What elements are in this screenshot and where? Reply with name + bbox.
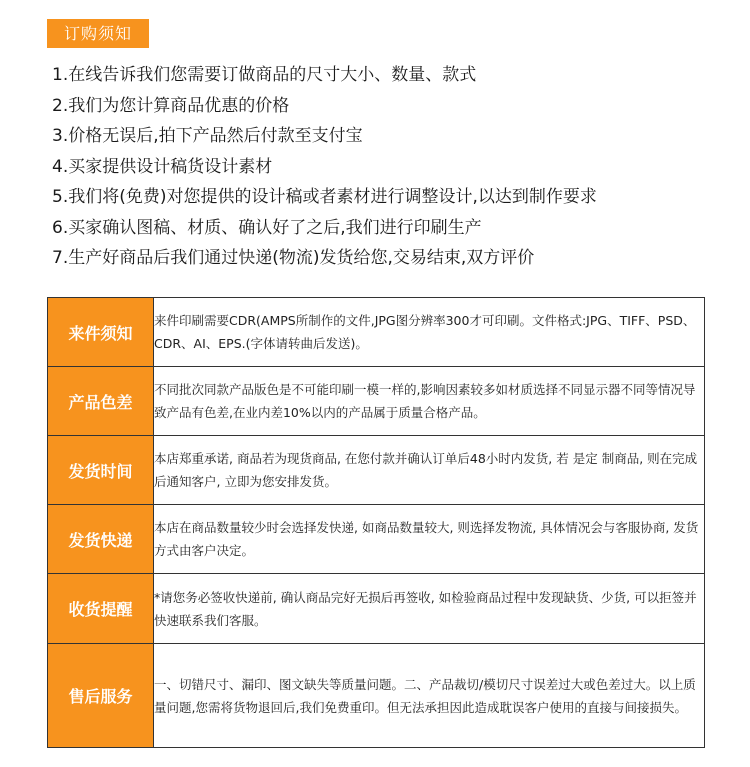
table-row <box>48 574 705 644</box>
step-item: 6.买家确认图稿、材质、确认好了之后,我们进行印刷生产 <box>52 217 482 238</box>
row-content: 不同批次同款产品版色是不可能印刷一模一样的,影响因素较多如材质选择不同显示器不同等情况导致产品有色差,在业内差10%以内的产品属于质量合格产品。 <box>154 367 705 436</box>
row-label-after-sales: 售后服务 <box>48 644 154 748</box>
row-content: 本店郑重承诺, 商品若为现货商品, 在您付款并确认订单后48小时内发货, 若 是定 制商品, 则在完成后通知客户, 立即为您安排发货。 <box>154 436 705 505</box>
table-row <box>48 644 705 748</box>
row-content: 一、切错尺寸、漏印、图文缺失等质量问题。二、产品裁切/模切尺寸误差过大或色差过大。以上质量问题,您需将货物退回后,我们免费重印。但无法承担因此造成耽误客户使用的直接与间接损失。 <box>154 644 705 748</box>
table-row <box>48 505 705 574</box>
step-item: 3.价格无误后,拍下产品然后付款至支付宝 <box>52 126 363 146</box>
step-item: 5.我们将(免费)对您提供的设计稿或者素材进行调整设计,以达到制作要求 <box>52 187 597 207</box>
order-notice-tag: 订购须知 <box>47 19 149 48</box>
row-content: *请您务必签收快递前, 确认商品完好无损后再签收, 如检验商品过程中发现缺货、少货, 可以拒签并快速联系我们客服。 <box>154 574 705 644</box>
step-item: 2.我们为您计算商品优惠的价格 <box>52 95 290 116</box>
row-content: 本店在商品数量较少时会选择发快递, 如商品数量较大, 则选择发物流, 具体情况会与客服协商, 发货方式由客户决定。 <box>154 505 705 574</box>
row-label-color-difference: 产品色差 <box>48 367 154 436</box>
step-item: 7.生产好商品后我们通过快递(物流)发货给您,交易结束,双方评价 <box>52 248 535 268</box>
row-content: 来件印刷需要CDR(AMPS所制作的文件,JPG图分辨率300才可印刷。文件格式:JPG、TIFF、PSD、CDR、AI、EPS.(字体请转曲后发送)。 <box>154 298 705 367</box>
row-label-incoming-files: 来件须知 <box>48 298 154 367</box>
table-row <box>48 436 705 505</box>
notice-table <box>47 297 705 748</box>
row-label-shipping-courier: 发货快递 <box>48 505 154 574</box>
table-row <box>48 367 705 436</box>
row-label-shipping-time: 发货时间 <box>48 436 154 505</box>
table-row <box>48 298 705 367</box>
row-label-receipt-reminder: 收货提醒 <box>48 574 154 644</box>
step-item: 4.买家提供设计稿货设计素材 <box>52 156 273 177</box>
step-item: 1.在线告诉我们您需要订做商品的尺寸大小、数量、款式 <box>52 65 477 85</box>
order-steps-list <box>52 60 597 274</box>
